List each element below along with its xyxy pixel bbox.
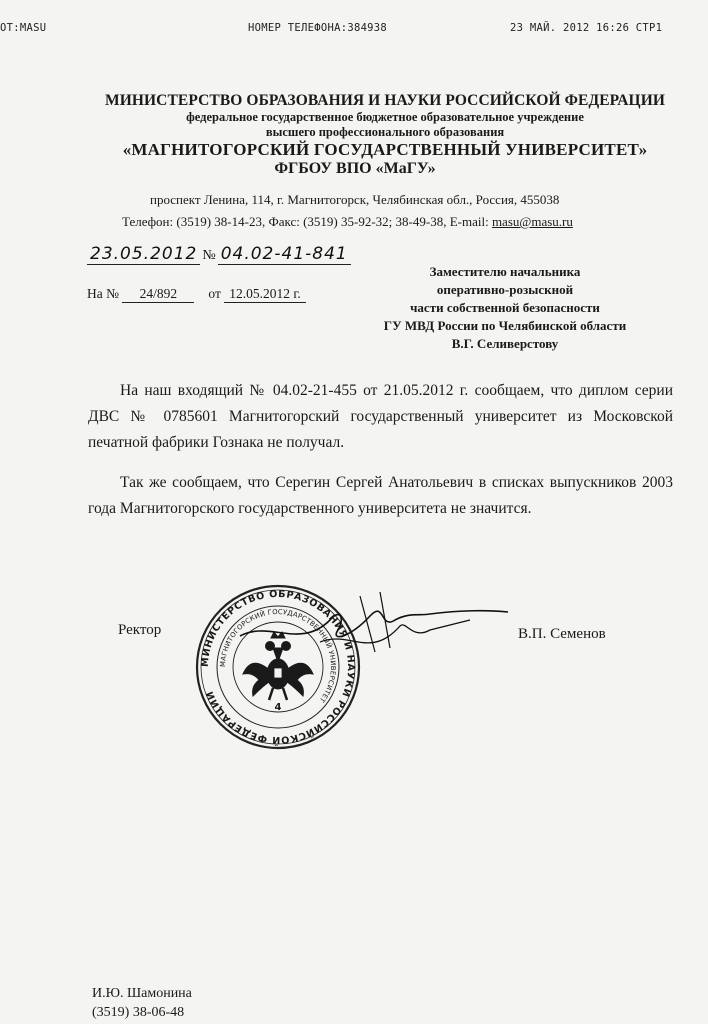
addressee-name: В.Г. Селиверстову xyxy=(451,336,559,351)
rector-signature xyxy=(170,590,510,680)
stamp-ring-text: МИНИСТЕРСТВО ОБРАЗОВАНИЯ И НАУКИ РОССИЙСКОЙ ФЕДЕРАЦИИ xyxy=(199,588,357,746)
outgoing-number-label: № xyxy=(202,248,216,263)
body-paragraph-1: На наш входящий № 04.02-21-455 от 21.05.2012 г. сообщаем, что диплом серии ДВС № 0785601 Магнитогорский государственный университет из Московской печатной фабрики Гознака не получал. xyxy=(88,382,673,451)
addressee-line1: Заместителю начальника xyxy=(429,264,581,279)
institution-type-line1: федеральное государственное бюджетное образовательное учреждение xyxy=(186,110,584,124)
reference-date-label: от xyxy=(208,286,221,301)
addressee-block xyxy=(340,263,670,353)
fax-phone-number: НОМЕР ТЕЛЕФОНА:384938 xyxy=(248,22,388,34)
outgoing-registration xyxy=(87,244,351,265)
addressee-line4: ГУ МВД России по Челябинской области xyxy=(383,318,627,333)
stamp-number: 4 xyxy=(274,702,282,713)
reference-date: 12.05.2012 г. xyxy=(224,286,306,303)
executor-phone: (3519) 38-06-48 xyxy=(92,1005,185,1020)
addressee-line2: оперативно-розыскной xyxy=(436,282,574,297)
letterhead xyxy=(100,92,670,178)
signatory-name: В.П. Семенов xyxy=(518,626,606,642)
reference-label: На № xyxy=(87,286,119,301)
institution-type-line2: высшего профессионального образования xyxy=(265,125,505,139)
reference-line xyxy=(87,286,306,303)
fax-sender: OT:MASU xyxy=(0,22,47,34)
executor-name: И.Ю. Шамонина xyxy=(92,986,192,1001)
email-link[interactable]: masu@masu.ru xyxy=(491,214,573,229)
addressee-line3: части собственной безопасности xyxy=(410,300,600,315)
stamp-inner-text: МАГНИТОГОРСКИЙ ГОСУДАРСТВЕННЫЙ УНИВЕРСИТЕТ xyxy=(218,607,338,704)
executor-block xyxy=(92,984,192,1022)
signatory-position: Ректор xyxy=(118,622,162,638)
body-paragraph-2: Так же сообщаем, что Серегин Сергей Анатольевич в списках выпускников 2003 года Магнитогорского государственного университета не значится. xyxy=(88,474,673,517)
fax-date-page: 23 МАЙ. 2012 16:26 СТР1 xyxy=(510,22,663,34)
contacts-text: Телефон: (3519) 38-14-23, Факс: (3519) 35-92-32; 38-49-38, E-mail: xyxy=(122,214,492,229)
university-address: проспект Ленина, 114, г. Магнитогорск, Челябинская обл., Россия, 455038 xyxy=(150,192,560,207)
university-abbreviation: ФГБОУ ВПО «МаГУ» xyxy=(274,160,436,177)
university-contacts xyxy=(122,214,573,230)
ministry-name: МИНИСТЕРСТВО ОБРАЗОВАНИЯ И НАУКИ РОССИЙСКОЙ ФЕДЕРАЦИИ xyxy=(104,92,666,109)
outgoing-number: 04.02-41-841 xyxy=(218,244,351,265)
university-name: «МАГНИТОГОРСКИЙ ГОСУДАРСТВЕННЫЙ УНИВЕРСИТЕТ» xyxy=(122,140,648,159)
outgoing-date: 23.05.2012 xyxy=(87,244,200,265)
reference-number: 24/892 xyxy=(122,286,194,303)
